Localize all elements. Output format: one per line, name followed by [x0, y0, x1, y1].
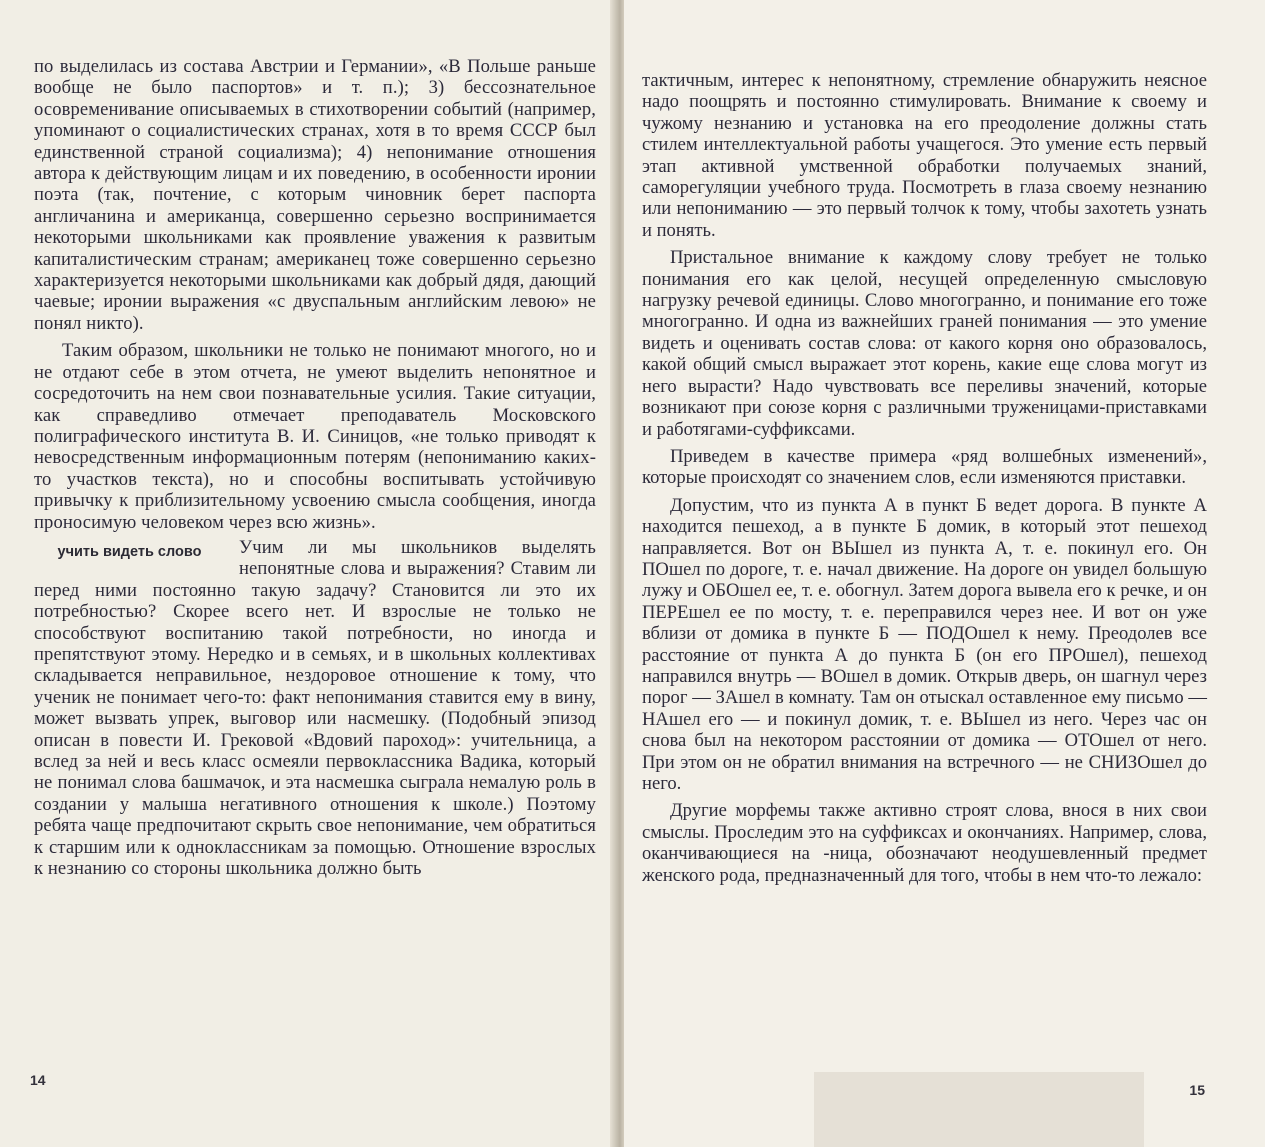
section-block: [34, 537, 596, 880]
paragraph: Другие морфемы также активно строят слова, внося в них свои смыслы. Проследим это на суффиксах и окончаниях. Например, слова, оканчивающиеся на -ница, обозначают неодушевленный предмет женского рода, предназначенный для того, чтобы в нем что-то лежало:: [642, 800, 1207, 886]
page-number: 14: [30, 1072, 46, 1088]
paragraph: Пристальное внимание к каждому слову требует не только понимания его как целой, несущей определенную смысловую нагрузку речевой единицы. Слово многогранно, и понимание его тоже многогранно. И одна из важнейших граней понимания — это умение видеть и оценивать состав слова: от какого корня оно образовалось, какой общий смысл выражает этот корень, какие еще слова могут из него вырасти? Надо чувствовать все переливы значений, которые возникают при союзе корня с различными труженицами-приставками и работягами-суффиксами.: [642, 247, 1207, 440]
paragraph: по выделилась из состава Австрии и Германии», «В Польше раньше вообще не было паспортов» и т. п.); 3) бессознательное осовременивание описываемых в стихотворении событий (например, упоминают о социалистических странах, хотя в то время СССР был единственной страной социализма); 4) непонимание отношения автора к действующим лицам и их поведению, в особенности иронии поэта (так, почтение, с которым чиновник берет паспорта англичанина и американца, совершенно серьезно воспринимается некоторыми школьниками как проявление уважения к развитым капиталистическим странам; американец тоже совершенно серьезно характеризуется некоторыми школьниками как добрый дядя, дающий чаевые; иронии выражения «с двуспальным английским левою» не понял никто).: [34, 56, 596, 334]
right-page: [624, 0, 1265, 1147]
page-number: 15: [1189, 1082, 1205, 1098]
left-page: [0, 0, 618, 1147]
margin-heading: учить видеть слово: [57, 543, 202, 560]
paragraph: Таким образом, школьники не только не понимают многого, но и не отдают себе в этом отчета, не умеют выделить непонятное и сосредоточить на нем свои познавательные усилия. Такие ситуации, как справедливо отмечает преподаватель Московского полиграфического института В. И. Синицов, «не только приводят к невосредственным информационным потерям (непониманию каких-то участков текста), но и способны воспитывать устойчивую привычку к приблизительному усвоению смысла сообщения, иногда проносимую человеком через всю жизнь».: [34, 340, 596, 533]
paragraph: Учим ли мы школьников выделять непонятные слова и выражения? Ставим ли перед ними постоянно такую задачу? Становится ли это их потребностью? Скорее всего нет. И взрослые не только не способствуют воспитанию такой потребности, но иногда и препятствуют этому. Нередко и в семьях, и в школьных коллективах складывается неправильное, нездоровое отношение к тому, что ученик не понимает чего-то: факт непонимания ставится ему в вину, может вызвать упрек, выговор или насмешку. (Подобный эпизод описан в повести И. Грековой «Вдовий пароход»: учительница, а вслед за ней и весь класс осмеяли первоклассника Вадика, который не понимал слова башмачок, и эта насмешка сыграла немалую роль в создании у малыша негативного отношения к школе.) Поэтому ребята чаще предпочитают скрыть свое непонимание, чем обратиться к старшим или к одноклассникам за помощью. Отношение взрослых к незнанию со стороны школьника должно быть: [34, 536, 596, 880]
paragraph: Приведем в качестве примера «ряд волшебных изменений», которые происходят со значением слов, если изменяются приставки.: [642, 445, 1207, 489]
left-page-text: [34, 56, 596, 879]
library-stamp: [814, 1072, 1144, 1147]
right-page-text: [642, 70, 1207, 886]
paragraph: Допустим, что из пункта А в пункт Б ведет дорога. В пункте А находится пешеход, а в пункте Б домик, в который этот пешеход направляется. Вот он ВЫшел из пункта А, т. е. покинул его. Он ПОшел по дороге, т. е. начал движение. На дороге он увидел большую лужу и ОБОшел ее, т. е. обогнул. Затем дорога вывела его к речке, и он ПЕРЕшел ее по мосту, т. е. переправился через нее. И вот он уже вблизи от домика в пункте Б — ПОДОшел к нему. Преодолев все расстояние от пункта А до пункта Б (он его ПРОшел), пешеход направился внутрь — ВОшел в домик. Открыв дверь, он шагнул через порог — ЗАшел в комнату. Там он отыскал оставленное ему письмо — НАшел его — и покинул домик, т. е. ВЫшел из него. Через час он снова был на некотором расстоянии от домика — ОТОшел от него. При этом он не обратил внимания на встречного — не СНИЗОшел до него.: [642, 494, 1207, 794]
paragraph: тактичным, интерес к непонятному, стремление обнаружить неясное надо поощрять и постоянно стимулировать. Внимание к своему и чужому незнанию и установка на его преодоление должны стать стилем интеллектуальной работы учащегося. Это умение есть первый этап активной умственной обработки получаемых знаний, саморегуляции учебного труда. Посмотреть в глаза своему незнанию или непониманию — это первый толчок к тому, чтобы захотеть узнать и понять.: [642, 70, 1207, 241]
